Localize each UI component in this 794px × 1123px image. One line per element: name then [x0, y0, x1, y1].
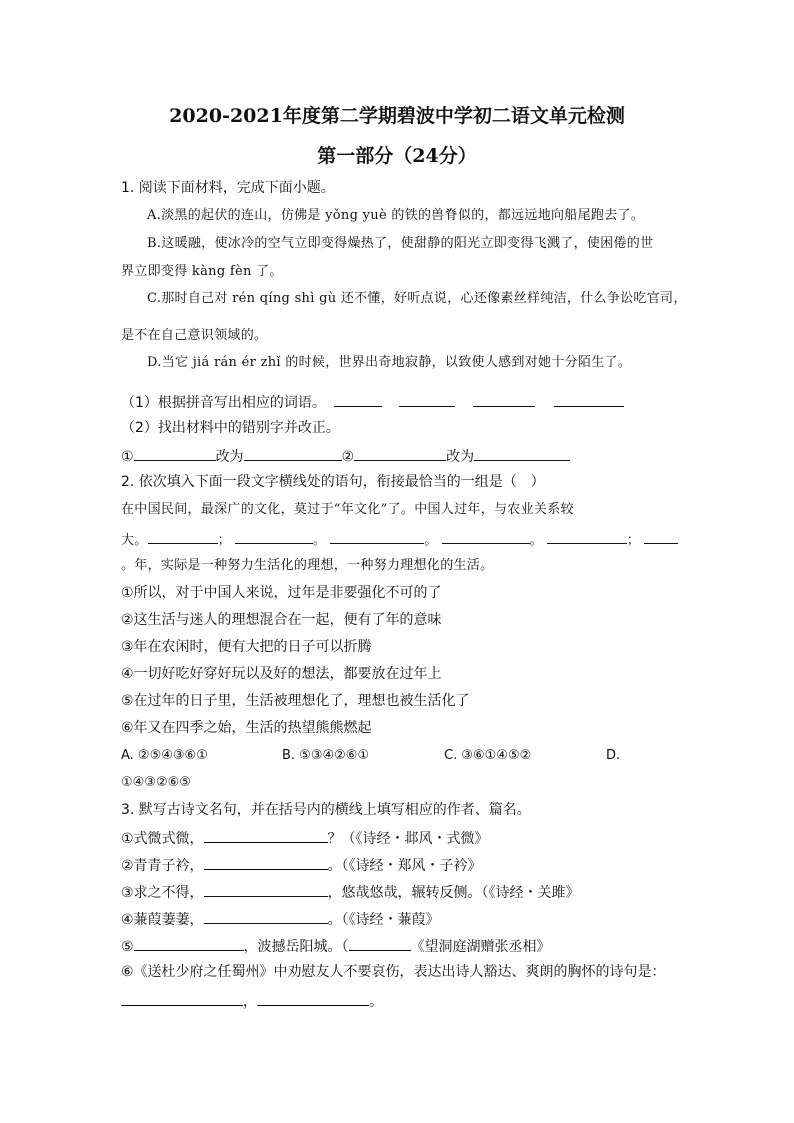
q2-stem: 2. 依次填入下面一段文字横线处的语句，衔接最恰当的一组是（ ） [121, 474, 545, 490]
q2-passage-line1: 在中国民间，最深广的文化，莫过于“年文化”了。中国人过年，与农业关系较 [121, 502, 574, 517]
q1-sub1 [121, 391, 624, 413]
q2-blank-2[interactable] [235, 528, 313, 544]
q3-line-3-start: ③求之不得， [121, 885, 204, 901]
q3-stem: 3. 默写古诗文名句，并在括号内的横线上填写相应的作者、篇名。 [121, 802, 531, 818]
q3-line-1-start: ①式微式微， [121, 831, 204, 847]
q2-item-3: ③年在农闲时，便有大把的日子可以折腾 [121, 639, 372, 655]
q1-option-c-line2: 是不在自己意识领域的。 [121, 328, 268, 343]
q1-option-c-line1: C.那时自己对 rén qíng shì gù 还不懂，好听点说，心还像素丝样纯洁，什么争讼吃官司， [147, 291, 687, 306]
q3-blank-7[interactable] [257, 990, 369, 1006]
fix2-change-label: 改为 [446, 449, 475, 465]
q2-passage-start: 大。 [121, 533, 148, 548]
q1-sub2: （2）找出材料中的错别字并改正。 [121, 420, 340, 436]
fix1-change-label: 改为 [215, 449, 244, 465]
q3-line-7-period: 。 [369, 994, 383, 1010]
q3-line-4 [121, 908, 440, 930]
q3-blank-6[interactable] [121, 990, 243, 1006]
fix2-wrong-blank[interactable] [354, 445, 446, 461]
q3-line-5 [121, 935, 551, 957]
q1-blank-4[interactable] [554, 391, 624, 407]
q2-passage-line2 [121, 528, 678, 551]
q3-blank-2[interactable] [204, 854, 328, 870]
q3-line-2-end: 。（《诗经・郑风・子衿》 [327, 858, 482, 874]
page-title: 2020-2021年度第二学期碧波中学初二语文单元检测 [169, 105, 625, 127]
q2-item-6: ⑥年又在四季之始，生活的热望熊熊燃起 [121, 720, 372, 736]
q2-item-2: ②这生活与迷人的理想混合在一起，便有了年的意味 [121, 612, 442, 628]
q2-item-4: ④一切好吃好穿好玩以及好的想法，都要放在过年上 [121, 666, 442, 682]
q2-sep-4: 。 [529, 533, 543, 548]
q1-option-a: A.淡黑的起伏的连山，仿佛是 yǒng yuè 的铁的兽脊似的，都远远地向船尾跑去了。 [147, 208, 645, 223]
q3-line-3 [121, 881, 580, 903]
q3-blank-4[interactable] [204, 908, 328, 924]
q2-passage-line3: 。年，实际是一种努力生活化的理想，一种努力理想化的生活。 [121, 558, 494, 573]
q2-item-1: ①所以，对于中国人来说，过年是非要强化不可的了 [121, 585, 442, 601]
q2-choice-d-value: ①④③②⑥⑤ [121, 775, 191, 790]
q3-line-7 [121, 990, 383, 1012]
fix1-correct-blank[interactable] [244, 445, 342, 461]
q3-line-5-end: 《望洞庭湖赠张丞相》 [410, 939, 551, 955]
q2-blank-1[interactable] [148, 528, 218, 544]
q3-line-4-start: ④蒹葭萋萋， [121, 912, 204, 928]
q1-option-b-line2: 界立即变得 kàng fèn 了。 [121, 264, 283, 279]
q2-item-5: ⑤在过年的日子里，生活被理想化了，理想也被生活化了 [121, 693, 470, 709]
q2-blank-6[interactable] [644, 528, 678, 544]
q2-sep-5: ； [626, 533, 641, 548]
q3-line-1-end: ？（《诗经・邶风・式微》 [327, 831, 489, 847]
q3-line-3-end: ，悠哉悠哉，辗转反侧。（《诗经・关雎》 [327, 885, 580, 901]
q1-option-d: D.当它 jiá rán ér zhǐ 的时候，世界出奇地寂静，以致使人感到对她十分陌生了。 [147, 355, 632, 370]
q3-line-4-end: 。（《诗经・蒹葭》 [327, 912, 440, 928]
q1-stem: 1. 阅读下面材料，完成下面小题。 [121, 180, 335, 196]
q3-blank-1[interactable] [204, 827, 328, 843]
q1-blank-2[interactable] [399, 391, 455, 407]
q2-sep-2: 。 [312, 533, 327, 548]
q2-sep-1: ； [217, 533, 231, 548]
fix1-wrong-blank[interactable] [134, 445, 216, 461]
q3-line-2 [121, 854, 482, 876]
q3-blank-5[interactable] [134, 935, 244, 951]
q1-sub1-text: （1）根据拼音写出相应的词语。 [121, 395, 326, 411]
q2-sep-3: 。 [424, 533, 438, 548]
q2-choice-b[interactable]: B. ⑤③④②⑥① [282, 748, 370, 763]
q2-choice-c[interactable]: C. ③⑥①④⑤② [444, 748, 532, 763]
section-title: 第一部分（24分） [317, 145, 477, 167]
q3-line-5-start: ⑤ [121, 939, 134, 955]
q3-line-1 [121, 827, 489, 849]
fix2-number: ② [341, 449, 355, 465]
q3-line-7-comma: ， [243, 994, 257, 1010]
q1-blank-3[interactable] [473, 391, 535, 407]
q2-blank-3[interactable] [330, 528, 424, 544]
q3-line-5-mid: ，波撼岳阳城。（ [243, 939, 349, 955]
q1-option-b-line1: B.这暖融，使冰冷的空气立即变得燥热了，使甜静的阳光立即变得飞溅了，使困倦的世 [147, 236, 654, 251]
q2-blank-4[interactable] [442, 528, 530, 544]
fix1-number: ① [121, 449, 134, 465]
q3-author-blank[interactable] [349, 935, 411, 951]
q2-blank-5[interactable] [547, 528, 627, 544]
q1-blank-1[interactable] [334, 391, 382, 407]
q3-line-6: ⑥《送杜少府之任蜀州》中劝慰友人不要哀伤，表达出诗人豁达、爽朗的胸怀的诗句是： [121, 964, 666, 980]
q2-choice-d[interactable]: D. [606, 748, 621, 763]
q3-line-2-start: ②青青子衿， [121, 858, 204, 874]
q1-fix-row [121, 445, 570, 467]
q3-blank-3[interactable] [204, 881, 328, 897]
q2-choice-a[interactable]: A. ②⑤④③⑥① [121, 748, 208, 763]
fix2-correct-blank[interactable] [474, 445, 570, 461]
